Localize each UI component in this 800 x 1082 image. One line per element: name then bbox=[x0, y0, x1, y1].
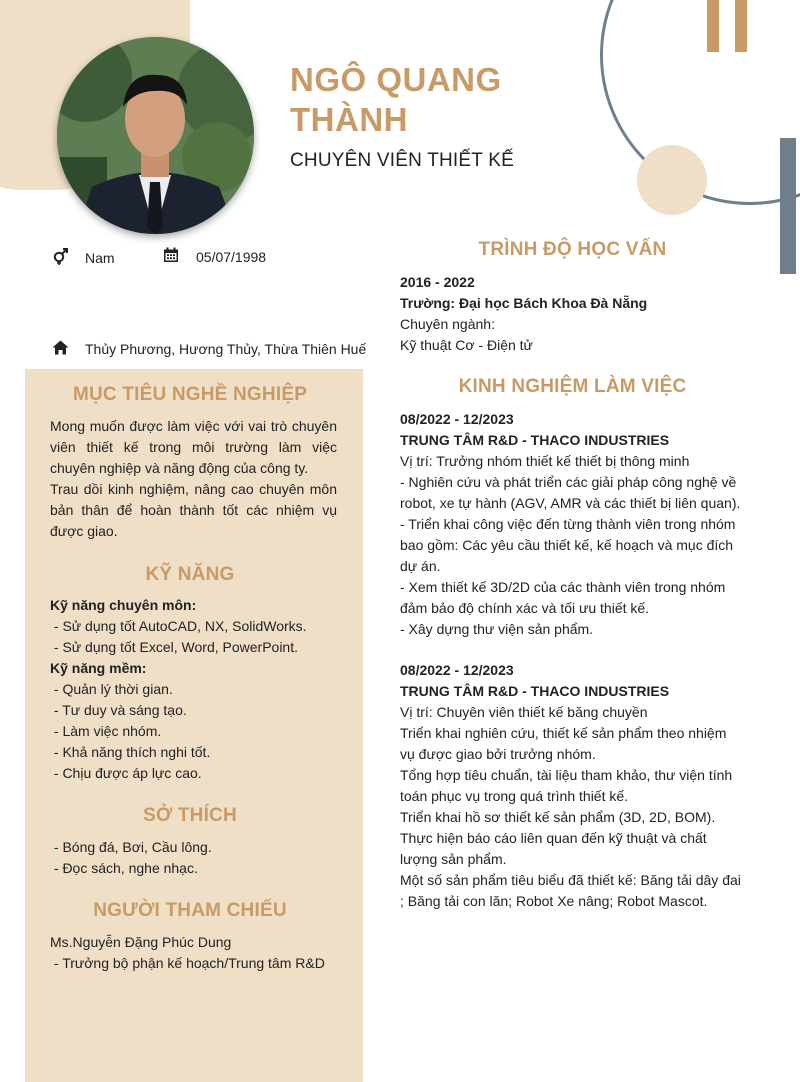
job-detail: Tổng hợp tiêu chuẩn, tài liệu tham khảo, thư viện tính toán phục vụ trong quá trình thiết kế. bbox=[400, 767, 737, 804]
decor-bar bbox=[707, 0, 719, 52]
job-detail: Vị trí: Chuyên viên thiết kế băng chuyền bbox=[400, 704, 648, 720]
address-value: Thủy Phương, Hương Thủy, Thừa Thiên Huế bbox=[85, 341, 367, 357]
job-company: TRUNG TÂM R&D - THACO INDUSTRIES bbox=[400, 683, 670, 699]
skill-item: - Sử dụng tốt AutoCAD, NX, SolidWorks. bbox=[50, 618, 307, 634]
hard-skills-heading: Kỹ năng chuyên môn: bbox=[50, 597, 197, 613]
soft-skills-heading: Kỹ năng mềm: bbox=[50, 660, 147, 676]
job-company: TRUNG TÂM R&D - THACO INDUSTRIES bbox=[400, 432, 670, 448]
hobby-item: - Đọc sách, nghe nhạc. bbox=[50, 860, 198, 876]
job-title: CHUYÊN VIÊN THIẾT KẾ bbox=[290, 150, 514, 171]
calendar-icon bbox=[163, 247, 185, 266]
gender-info bbox=[52, 247, 115, 268]
objective-title: MỤC TIÊU NGHỀ NGHIỆP bbox=[72, 384, 308, 405]
skills-list bbox=[50, 595, 337, 784]
reference-name: Ms.Nguyễn Đặng Phúc Dung bbox=[50, 934, 232, 950]
education-major-label: Chuyên ngành: bbox=[400, 316, 495, 332]
birthdate-info bbox=[163, 247, 266, 266]
birthdate-value: 05/07/1998 bbox=[196, 248, 267, 265]
skill-item: - Khả năng thích nghi tốt. bbox=[50, 744, 211, 760]
objective-line: Trau dồi kinh nghiệm, nâng cao chuyên môn bản thân để hoàn thành tốt các nhiệm vụ được giao. bbox=[50, 481, 341, 539]
experience-entry bbox=[400, 409, 745, 640]
skill-item: - Tư duy và sáng tạo. bbox=[50, 702, 187, 718]
objective-text bbox=[50, 416, 341, 542]
profile-photo bbox=[57, 37, 254, 234]
name-line: THÀNH bbox=[290, 101, 408, 138]
references-title: NGƯỜI THAM CHIẾU bbox=[93, 900, 287, 921]
decor-side-bar bbox=[780, 138, 796, 274]
job-detail: - Triển khai công việc đến từng thành viên trong nhóm bao gồm: Các yêu cầu thiết kế, kế hoạch và mục đích dự án. bbox=[400, 516, 740, 574]
reference-role: - Trưởng bộ phận kế hoạch/Trung tâm R&D bbox=[50, 955, 325, 971]
job-period: 08/2022 - 12/2023 bbox=[400, 662, 514, 678]
job-detail: Thực hiện báo cáo liên quan đến kỹ thuật và chất lượng sản phẩm. bbox=[400, 830, 711, 867]
decor-circle bbox=[637, 145, 707, 215]
objective-line: Mong muốn được làm việc với vai trò chuyên viên thiết kế trong môi trường làm việc chuyên nghiệp và năng động của công ty. bbox=[50, 418, 341, 476]
decor-bar bbox=[735, 0, 747, 52]
gender-value: Nam bbox=[85, 249, 115, 266]
skill-item: - Quản lý thời gian. bbox=[50, 681, 173, 697]
candidate-name bbox=[290, 60, 610, 140]
education-title: TRÌNH ĐỘ HỌC VẤN bbox=[478, 239, 667, 260]
education-major: Kỹ thuật Cơ - Điện tử bbox=[400, 337, 533, 353]
skill-item: - Sử dụng tốt Excel, Word, PowerPoint. bbox=[50, 639, 299, 655]
home-icon bbox=[52, 340, 74, 358]
skill-item: - Làm việc nhóm. bbox=[50, 723, 162, 739]
gender-icon bbox=[52, 247, 74, 268]
left-sidebar bbox=[25, 369, 363, 1082]
name-line: NGÔ QUANG bbox=[290, 61, 502, 98]
job-detail: Triển khai nghiên cứu, thiết kế sản phẩm theo nhiệm vụ được giao bởi trưởng nhóm. bbox=[400, 725, 731, 762]
experience-title: KINH NGHIỆM LÀM VIỆC bbox=[458, 376, 687, 397]
hobbies-title: SỞ THÍCH bbox=[143, 805, 237, 826]
job-detail: - Xây dựng thư viện sản phẩm. bbox=[400, 621, 594, 637]
job-detail: - Xem thiết kế 3D/2D của các thành viên trong nhóm đảm bảo độ chính xác và tối ưu thiết kế. bbox=[400, 579, 730, 616]
job-detail: Vị trí: Trưởng nhóm thiết kế thiết bị thông minh bbox=[400, 453, 690, 469]
education-period: 2016 - 2022 bbox=[400, 274, 475, 290]
job-period: 08/2022 - 12/2023 bbox=[400, 411, 514, 427]
education-school: Trường: Đại học Bách Khoa Đà Nẵng bbox=[400, 295, 648, 311]
job-detail: Triển khai hồ sơ thiết kế sản phẩm (3D, 2D, BOM). bbox=[400, 809, 716, 825]
job-detail: Một số sản phẩm tiêu biểu đã thiết kế: Băng tải dây đai ; Băng tải con lăn; Robot Xe nâng; Robot Mascot. bbox=[400, 872, 745, 909]
skill-item: - Chịu được áp lực cao. bbox=[50, 765, 202, 781]
education-entry bbox=[400, 272, 745, 356]
hobbies-list bbox=[50, 837, 337, 879]
references-list bbox=[50, 932, 337, 974]
address-info bbox=[52, 340, 366, 358]
skills-title: KỸ NĂNG bbox=[145, 564, 235, 585]
job-detail: - Nghiên cứu và phát triển các giải pháp công nghệ về robot, xe tự hành (AGV, AMR và các thiết bị liên quan). bbox=[400, 474, 741, 511]
experience-entry bbox=[400, 660, 745, 912]
hobby-item: - Bóng đá, Bơi, Cầu lông. bbox=[50, 839, 212, 855]
